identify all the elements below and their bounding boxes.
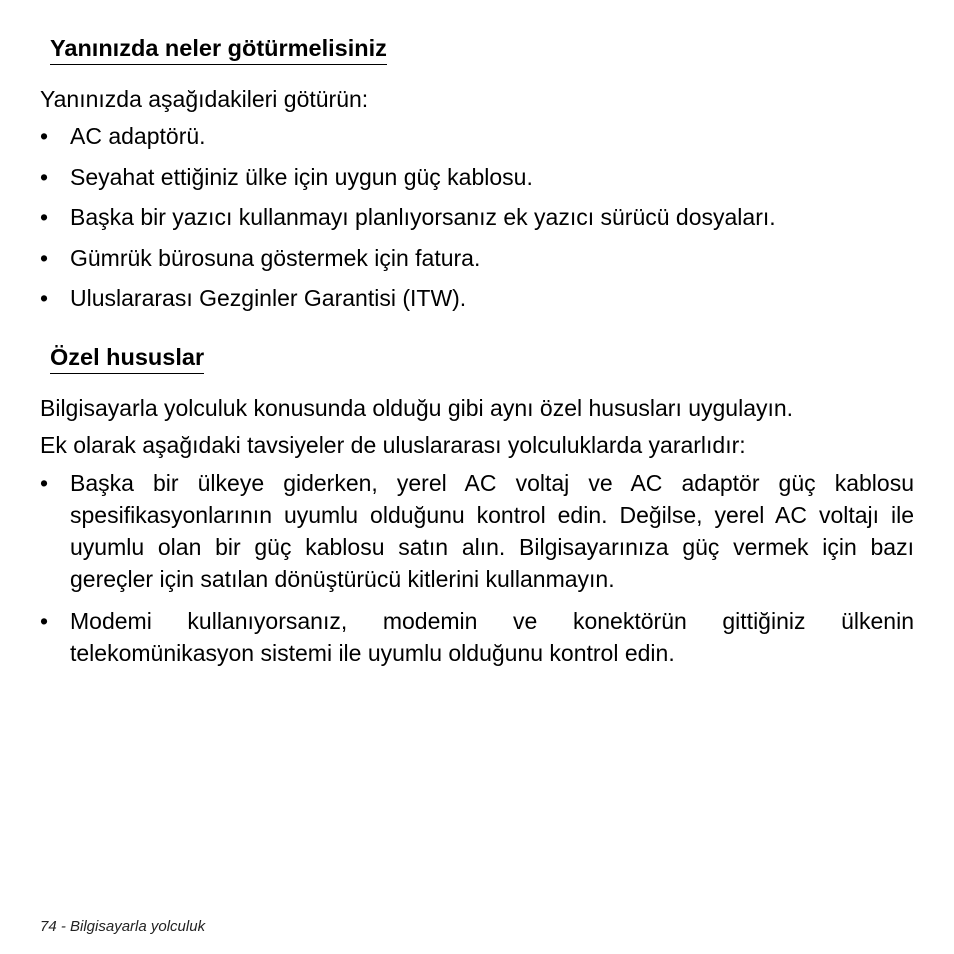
bullet-icon: • xyxy=(40,470,49,496)
intro-text: Yanınızda aşağıdakileri götürün: xyxy=(40,86,369,112)
list-item-text: Gümrük bürosuna göstermek için fatura. xyxy=(70,244,481,271)
bullet-icon: • xyxy=(40,204,49,230)
list-item xyxy=(40,161,914,193)
list-item-text: Seyahat ettiğiniz ülke için uygun güç kablosu. xyxy=(70,163,533,190)
list-item-text: AC adaptörü. xyxy=(70,123,206,149)
list-item-text: Modemi kullanıyorsanız, modemin ve konektörün gittiğiniz ülkenin telekomünikasyon sistemi ile uyumlu olduğunu kontrol edin. xyxy=(70,608,914,666)
paragraph-special-considerations: Bilgisayarla yolculuk konusunda olduğu gibi aynı özel hususları uygulayın. xyxy=(40,395,794,421)
list-item-text: Başka bir yazıcı kullanmayı planlıyorsanız ek yazıcı sürücü dosyaları. xyxy=(70,204,776,230)
bullet-icon: • xyxy=(40,244,49,271)
list-item-text: Uluslararası Gezginler Garantisi (ITW). xyxy=(70,285,467,311)
bullet-icon: • xyxy=(40,123,49,149)
bullet-icon: • xyxy=(40,608,49,634)
list-item xyxy=(40,242,914,274)
bullet-icon: • xyxy=(40,285,49,311)
list-item xyxy=(40,120,914,152)
list-item xyxy=(40,467,914,595)
page-footer: 74 - Bilgisayarla yolculuk xyxy=(40,918,206,935)
list-item xyxy=(40,201,914,233)
section-heading-what-to-take: Yanınızda neler götürmelisiniz xyxy=(50,34,387,65)
list-item-text: Başka bir ülkeye giderken, yerel AC voltaj ve AC adaptör güç kablosu spesifikasyonlarının uyumlu olduğunu kontrol edin. Değilse, yerel AC voltajı ile uyumlu olan bir güç kablosu satın alın. Bilgisayarınıza güç vermek için bazı gereçler için satılan dönüştürücü kitlerini kullanmayın. xyxy=(70,470,914,592)
items-to-take-list xyxy=(40,120,914,323)
international-tips-list xyxy=(40,467,914,669)
list-item xyxy=(40,605,914,669)
list-item xyxy=(40,282,914,314)
section-heading-special-considerations: Özel hususlar xyxy=(50,343,204,374)
bullet-icon: • xyxy=(40,163,49,190)
paragraph-international-tips: Ek olarak aşağıdaki tavsiyeler de uluslararası yolculuklarda yararlıdır: xyxy=(40,432,746,458)
